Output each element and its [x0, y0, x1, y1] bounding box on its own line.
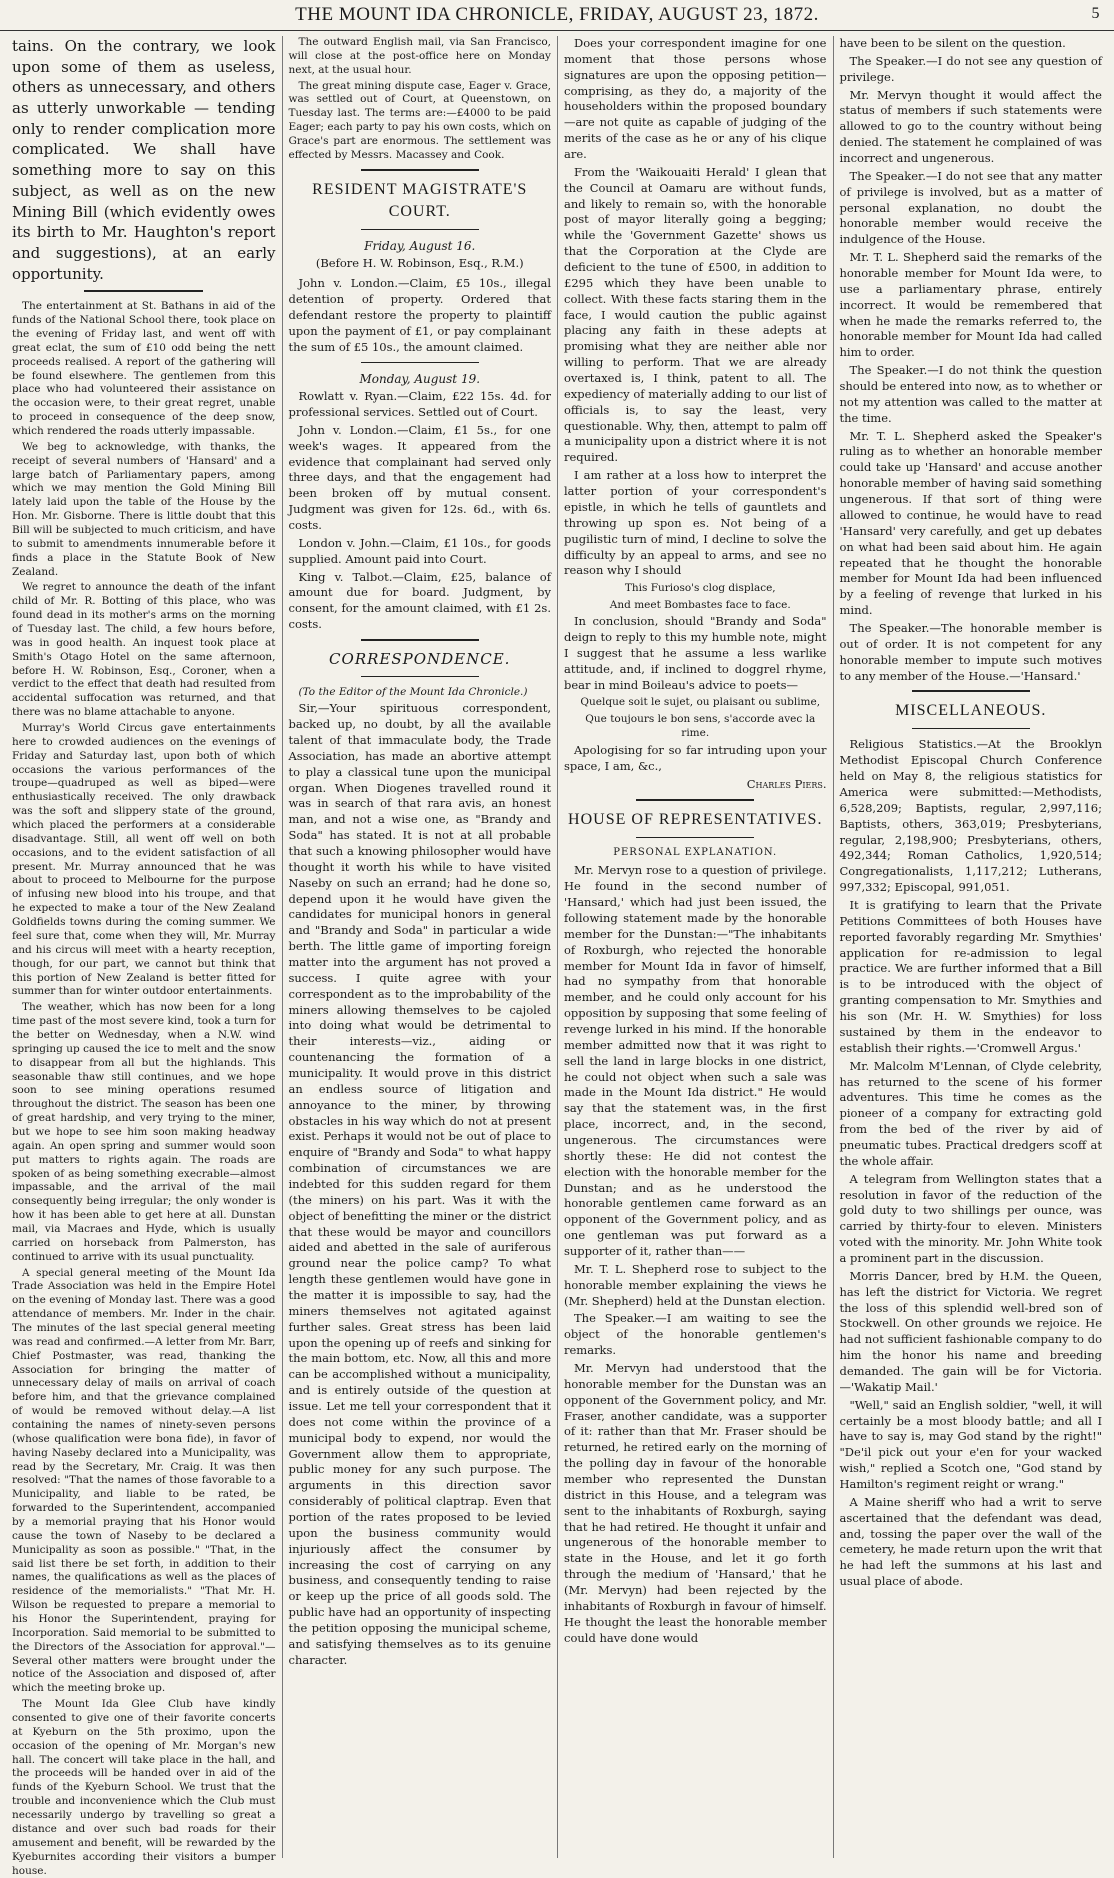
divider	[361, 676, 479, 677]
local-news	[12, 300, 276, 1878]
column-3	[557, 36, 833, 1858]
misc-item: Morris Dancer, bred by H.M. the Queen, has left the district for Victoria. We regret the loss of this splendid well-bred son of Stockwell. On other grounds we rejoice. He had not sufficient fashionable company to do him the honor his name and breeding demanded. The gain will be for Victoria.—'Wakatip Mail.'	[839, 1268, 1102, 1394]
debate-paragraph: The Speaker.—I do not see any question of privilege.	[839, 53, 1102, 84]
news-item: The weather, which has now been for a long time past of the most severe kind, took a turn for the better on Wednesday, when a N.W. wind springing up caused the ice to melt and the snow to disappear from all but the highlands. This seasonable thaw still continues, and we hope soon to see mining operations resumed throughout the district. The season has been one of great hardship, and very trying to the miner, but we hope to see him soon making headway again. An open spring and summer would soon put matters to rights again. The roads are spoken of as being something execrable—almost impassable, and the arrival of the mail consequently being irregular; the only wonder is how it has been able to get here at all. Dunstan mail, via Macraes and Hyde, which is usually carried on horseback from Palmerston, has continued to arrive with its usual punctuality.	[12, 1001, 276, 1263]
debate-paragraph: The Speaker.—The honorable member is out of order. It is not competent for any honorable member to impute such motives to any member of the House.—'Hansard.'	[839, 620, 1102, 683]
verse-line: And meet Bombastes face to face.	[609, 598, 791, 611]
news-item: A special general meeting of the Mount Ida Trade Association was held in the Empire Hotel on the evening of Monday last. There was a good attendance of members. Mr. Inder in the chair. The minutes of the last special general meeting was read and confirmed.—A letter from Mr. Barr, Chief Postmaster, was read, thanking the Association for bringing the matter of unnecessary delay of mails on arrival of coach before him, and that the grievance complained of would be removed without delay.—A list containing the names of ninety-seven persons (whose qualification were bona fide), in favor of having Naseby declared into a Municipality, was read by the Secretary, Mr. Craig. It was then resolved: "That the names of those favorable to a Municipality, and liable to be rated, be forwarded to the Superintendent, accompanied by a memorial praying that his Honor would cause the town of Naseby to be declared a Municipality as soon as possible." "That, in the said list there be set forth, in addition to their names, the qualifications as well as the places of residence of the memorialists." "That Mr. H. Wilson be requested to prepare a memorial to his Honor the Superintendent, praying for Incorporation. Said memorial to be submitted to the Directors of the Association for approval."—Several other matters were brought under the notice of the Association and disposed of, after which the meeting broke up.	[12, 1266, 276, 1695]
court-day-heading: Monday, August 19.	[359, 371, 481, 386]
letter-paragraph: In conclusion, should "Brandy and Soda" deign to reply to this my humble note, might I suggest that he assume a less warlike attitude, and, if inclined to doggrel rhyme, bear in mind Boileau's advice to poets—	[564, 614, 827, 692]
page-number: 5	[1091, 5, 1100, 22]
letter-close: Apologising for so far intruding upon your space, I am, &c.,	[564, 742, 827, 773]
section-title-house: HOUSE OF REPRESENTATIVES.	[568, 810, 823, 828]
debate-paragraph: The Speaker.—I do not see that any matter of privilege is involved, but as a matter of personal explanation, no doubt the honorable member would receive the indulgence of the House.	[839, 168, 1102, 247]
divider	[912, 728, 1030, 729]
section-title-court: RESIDENT MAGISTRATE'S COURT.	[312, 180, 528, 220]
editor-line: (To the Editor of the Mount Ida Chronicle.)	[298, 685, 528, 698]
misc-item: Religious Statistics.—At the Brooklyn Methodist Episcopal Church Conference held on May 8, the religious statistics for America were submitted:—Methodists, 6,528,209; Baptists, regular, 2,997,116; Baptists, others, 363,019; Presbyterians, regular, 2,198,900; Presbyterians, others, 492,344; Roman Catholics, 1,920,514; Congregationalists, 1,117,212; Lutherans, 997,332; Episcopal, 991,051.	[839, 737, 1102, 895]
masthead	[0, 0, 1114, 31]
divider	[361, 639, 479, 641]
masthead-title: THE MOUNT IDA CHRONICLE, FRIDAY, AUGUST 23, 1872.	[295, 4, 819, 25]
debate-paragraph: Mr. Mervyn thought it would affect the status of members if such statements were allowed to go to the country without being denied. The statement he complained of was incorrect and ungenerous.	[839, 87, 1102, 166]
letter-signature: Charles Piers.	[746, 776, 827, 791]
court-case: King v. Talbot.—Claim, £25, balance of amount due for board. Judgment, by consent, for the amount claimed, with £1 2s. costs.	[288, 569, 551, 632]
misc-item: A Maine sheriff who had a writ to serve ascertained that the defendant was dead, and, tossing the paper over the wall of the cemetery, he made return upon the writ that he had left the summons at his last and usual place of abode.	[839, 1494, 1102, 1589]
column-4	[833, 36, 1109, 1858]
debate-paragraph: Mr. Mervyn had understood that the honorable member for the Dunstan was an opponent of the Government policy, and Mr. Fraser, another candidate, was a supporter of it: rather than that Mr. Fraser should be returned, he retired early on the morning of the polling day in favour of the honorable member who represented the Dunstan district in this House, and a telegram was sent to the inhabitants of Roxburgh, saying that he had retired. He thought it unfair and ungenerous of the honorable member to state in the House, and let it go forth through the medium of 'Hansard,' that he (Mr. Mervyn) had been rejected by the inhabitants of Roxburgh in favour of himself. He thought the least the honorable member could have done would	[564, 1361, 827, 1645]
debate-paragraph: Mr. Mervyn rose to a question of privilege. He found in the second number of 'Hansard,' which had just been issued, the following statement made by the honorable member for the Dunstan:—"The inhabitants of Roxburgh, who rejected the honorable member for Mount Ida in favor of himself, had no sympathy from that honorable member, and he could only account for his opposition by supposing that some feeling of revenge lurked in his mind. If the honorable member admitted now that it was right to sell the land in large blocks in one district, he could not object when such a sale was made in the Mount Ida district." He would say that the statement was, in the first place, incorrect, and, in the second, ungenerous. The circumstances were shortly these: He did not contest the election with the honorable member for the Dunstan; and as he understood the honorable gentlemen came forward as an opponent of the Government policy, and as one gentleman was put forward as a supporter of it, rather than——	[564, 863, 827, 1259]
letter-paragraph: Does your correspondent imagine for one moment that those persons whose signatures are upon the opposing petition—comprising, as they do, a majority of the householders within the proposed boundary—are not quite as capable of judging of the merits of the case as he or any of his clique are.	[564, 36, 827, 162]
news-item: We beg to acknowledge, with thanks, the receipt of several numbers of 'Hansard' and a large batch of Parliamentary papers, among which we may mention the Gold Mining Bill lately laid upon the table of the House by the Hon. Mr. Gisborne. There is little doubt that this Bill will be subjected to much criticism, and have to submit to amendments innumerable before it finds a place in the Statute Book of New Zealand.	[12, 440, 276, 578]
debate-paragraph: have been to be silent on the question.	[839, 36, 1066, 50]
divider	[361, 362, 479, 363]
debate-paragraph: Mr. T. L. Shepherd asked the Speaker's ruling as to whether an honorable member could take up 'Hansard' and accuse another honorable member of having said something ungenerous. If that sort of thing were allowed to continue, he would have to read 'Hansard' very carefully, and get up debates on what had been said about him. He again repeated that he thought the honorable member for Mount Ida had been influenced by a feeling of revenge that lurked in his mind.	[839, 428, 1102, 618]
misc-item: A telegram from Wellington states that a resolution in favor of the reduction of the gold duty to two shillings per ounce, was carried by thirty-four to eleven. Ministers voted with the minority. Mr. John White took a prominent part in the discussion.	[839, 1171, 1102, 1265]
divider	[912, 690, 1030, 692]
verse-line: This Furioso's clog displace,	[624, 582, 776, 595]
lead-paragraph: tains. On the contrary, we look upon some of them as useless, others as unnecessary, and others as utterly unworkable — tending only to render complication more complicated. We shall have something more to say on this subject, as well as on the new Mining Bill (which evidently owes its birth to Mr. Haughton's report and suggestions), at an early opportunity.	[12, 37, 276, 283]
verse-line: Que toujours le bon sens, s'accorde avec la rime.	[585, 712, 816, 740]
columns	[6, 36, 1108, 1877]
court-case: John v. London.—Claim, £1 5s., for one week's wages. It appeared from the evidence that complainant had served only three days, and that the engagement had been broken off by mutual consent. Judgment was given for 12s. 6d., with 6s. costs.	[288, 422, 551, 533]
debate-paragraph: Mr. T. L. Shepherd said the remarks of the honorable member for Mount Ida were, to use a parliamentary phrase, entirely incorrect. It would be remembered that when he made the remarks referred to, the honorable member for Mount Ida had called him to order.	[839, 250, 1102, 360]
news-item: Murray's World Circus gave entertainments here to crowded audiences on the evenings of Friday and Saturday last, upon both of which occasions the various performances of the troupe—quadruped as well as biped—were enthusiastically received. The only drawback was the soft and slippery state of the ground, which placed the performers at a considerable disadvantage. Still, all went off well on both occasions, and to the evident satisfaction of all present. Mr. Murray announced that he was about to proceed to Melbourne for the purpose of infusing new blood into his troupe, and that he expected to make a tour of the New Zealand Goldfields towns during the coming summer. We feel sure that, come when they will, Mr. Murray and his circus will meet with a hearty reception, though, for our part, we cannot but think that this portion of New Zealand is better fitted for summer than for winter outdoor entertainments.	[12, 722, 276, 998]
column-1	[6, 36, 282, 1877]
news-item: The outward English mail, via San Francisco, will close at the post-office here on Monday next, at the usual hour.	[288, 36, 551, 76]
divider	[636, 799, 754, 801]
section-title-correspondence: CORRESPONDENCE.	[329, 650, 511, 669]
news-item: The Mount Ida Glee Club have kindly consented to give one of their favorite concerts at Kyeburn on the 5th proximo, upon the occasion of the opening of Mr. Morgan's new hall. The concert will take place in the hall, and the proceeds will be handed over in aid of the funds of the Kyeburn School. We trust that the trouble and inconvenience which the Club must necessarily undergo by travelling so great a distance and over such bad roads for their amusement and benefit, will be rewarded by the Kyeburnites according their visitors a bumper house.	[12, 1698, 276, 1877]
misc-item: It is gratifying to learn that the Private Petitions Committees of both Houses have reported favorably regarding Mr. Smythies' application for re-admission to legal practice. We are further informed that a Bill is to be introduced with the object of granting compensation to Mr. Smythies and his son (Mr. H. W. Smythies) for loss sustained by them in the endeavor to establish their rights.—'Cromwell Argus.'	[839, 898, 1102, 1055]
section-title-miscellaneous: MISCELLANEOUS.	[895, 702, 1047, 720]
divider	[636, 837, 754, 838]
divider	[361, 229, 479, 230]
news-item: We regret to announce the death of the infant child of Mr. R. Botting of this place, who was found dead in its mother's arms on the morning of Tuesday last. The child, a few hours before, was in good health. An inquest took place at Smith's Otago Hotel on the same afternoon, before H. W. Robinson, Esq., Coroner, when a verdict to the effect that death had resulted from accidental suffocation was returned, and that there was no blame attachable to anyone.	[12, 581, 276, 719]
news-item: The great mining dispute case, Eager v. Grace, was settled out of Court, at Queenstown, on Tuesday last. The terms are:—£4000 to be paid Eager; each party to pay his own costs, which on Grace's part are enormous. The settlement was effected by Messrs. Macassey and Cook.	[288, 79, 551, 161]
misc-item: Mr. Malcolm M'Lennan, of Clyde celebrity, has returned to the scene of his former adventures. This time he comes as the pioneer of a company for extracting gold from the bed of the river by aid of pneumatic tubes. Practical dredgers scoff at the whole affair.	[839, 1058, 1102, 1168]
court-case: London v. John.—Claim, £1 10s., for goods supplied. Amount paid into Court.	[288, 535, 551, 566]
court-case: John v. London.—Claim, £5 10s., illegal detention of property. Ordered that defendant restore the property to plaintiff upon the payment of £1, or pay complainant the sum of £5 10s., the amount claimed.	[288, 276, 551, 354]
debate-paragraph: The Speaker.—I am waiting to see the object of the honorable gentlemen's remarks.	[564, 1311, 827, 1358]
personal-explanation-heading: PERSONAL EXPLANATION.	[613, 846, 778, 858]
letter-paragraph: From the 'Waikouaiti Herald' I glean that the Council at Oamaru are without funds, and likely to remain so, with the honorable post of mayor literally going a begging; while the 'Government Gazette' shows us that the Corporation at the Clyde are deficient to the tune of £500, in addition to £295 which they have been unable to collect. With these facts staring them in the face, I would caution the public against placing any faith in these adepts at promising what they are neither able nor willing to perform. That we are already overtaxed is, I think, patent to all. The expediency of materially adding to our list of officials is, to say the least, very questionable. Why, then, attempt to palm off a municipality upon a district where it is not required.	[564, 164, 827, 465]
verse-line: Quelque soit le sujet, ou plaisant ou sublime,	[580, 696, 821, 709]
court-day-heading: Friday, August 16.	[364, 238, 476, 253]
court-byline: (Before H. W. Robinson, Esq., R.M.)	[315, 256, 524, 271]
letter-paragraph: Sir,—Your spirituous correspondent, backed up, no doubt, by all the available talent of that immaculate body, the Trade Association, has made an abortive attempt to play a classical tune upon the municipal organ. When Diogenes travelled round it was in search of that rara avis, an honest man, and not a wise one, as "Brandy and Soda" has stated. It is not at all probable that such a knowing philosopher would have thought it worth his while to have visited Naseby on such an errand; had he done so, depend upon it he would have given the candidates for municipal honors in general and "Brandy and Soda" in particular a wide berth. The little game of importing foreign matter into the argument has not proved a success. I quite agree with your correspondent as to the improbability of the miners allowing themselves to be cajoled into doing what would be detrimental to their interests—viz., aiding or countenancing the formation of a municipality. It would prove in this district an endless source of litigation and annoyance to the miner, by throwing obstacles in his way which do not at present exist. Perhaps it would not be out of place to enquire of "Brandy and Soda" to what happy combination of circumstances we are indebted for this sudden regard for them (the miners) on his part. Was it with the object of benefitting the miner or the district that these would be mayor and councillors aided and abetted in the sale of auriferous ground near the police camp? To what length these gentlemen would have gone in the matter it is impossible to say, had the miners themselves not agitated against further sales. Great stress has been laid upon the opening up of reefs and sinking for the main bottom, etc. Now, all this and more can be accomplished without a municipality, and is entirely outside of the question at issue. Let me tell your correspondent that it does not come within the province of a municipal body to expend, nor would the Government allow them to appropriate, public money for any such purpose. The arguments in this direction savor considerably of political claptrap. Even that portion of the rates proposed to be levied upon the business community would injuriously affect the consumer by increasing the cost of carrying on any business, and consequently tending to raise or keep up the price of all goods sold. The public have had an opportunity of inspecting the petition opposing the municipal scheme, and satisfying themselves as to its genuine character.	[288, 701, 551, 1667]
debate-paragraph: Mr. T. L. Shepherd rose to subject to the honorable member explaining the views he (Mr. Shepherd) held at the Dunstan election.	[564, 1261, 827, 1308]
court-case: Rowlatt v. Ryan.—Claim, £22 15s. 4d. for professional services. Settled out of Court.	[288, 389, 551, 419]
divider	[84, 290, 203, 292]
debate-paragraph: The Speaker.—I do not think the question should be entered into now, as to whether or not my attention was called to the matter at the time.	[839, 363, 1102, 425]
divider	[361, 169, 479, 171]
news-item: The entertainment at St. Bathans in aid of the funds of the National School there, took place on the evening of Friday last, and went off with great eclat, the sum of £10 odd being the nett proceeds realised. A report of the gathering will be found elsewhere. The gentlemen from this place who had volunteered their assistance on the occasion were, to their great regret, unable to proceed in consequence of the deep snow, which rendered the roads utterly impassable.	[12, 300, 276, 437]
column-2	[282, 36, 558, 1858]
letter-paragraph: I am rather at a loss how to interpret the latter portion of your correspondent's epistle, in which he tells of gauntlets and throwing up spon es. Not being of a pugilistic turn of mind, I decline to solve the difficulty by an appeal to arms, and see no reason why I should	[564, 468, 827, 578]
misc-item: "Well," said an English soldier, "well, it will certainly be a most bloody battle; and all I have to say is, may God stand by the right!" "De'il pick out your e'en for your wacked wish," replied a Scotch one, "God stand by Hamilton's regiment reight or wrang."	[839, 1397, 1102, 1491]
